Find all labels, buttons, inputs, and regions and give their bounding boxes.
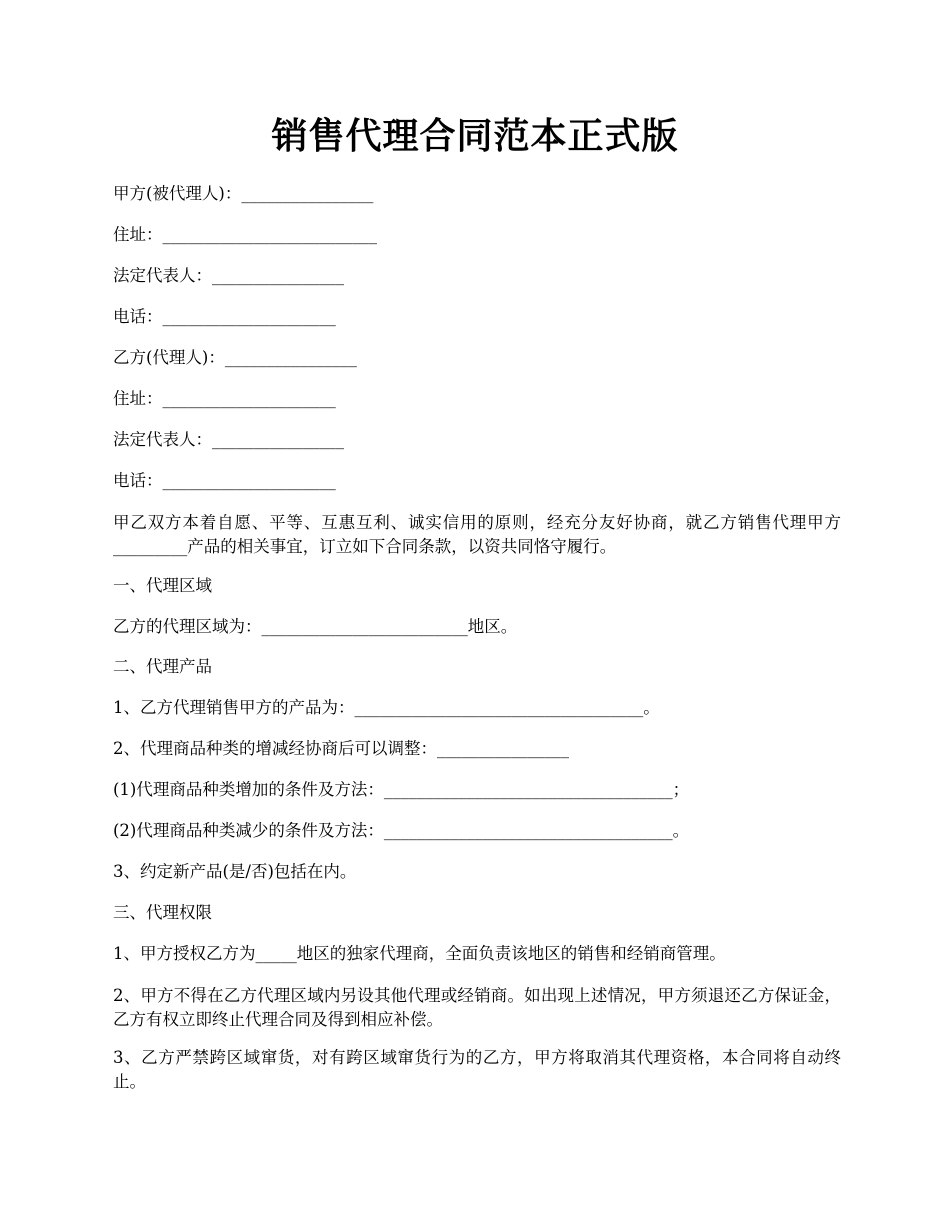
section1-text: 乙方的代理区域为：_________________________地区。 [113, 617, 518, 636]
section2-item1: 1、乙方代理销售甲方的产品为：___________________________________。 [113, 698, 660, 717]
party-b-header: 乙方(代理人)：________________ [113, 348, 357, 367]
section3-item3: 3、乙方严禁跨区域窜货，对有跨区域窜货行为的乙方，甲方将取消其代理资格，本合同将自动终止。 [113, 1048, 841, 1091]
document-title: 销售代理合同范本正式版 [271, 115, 679, 157]
intro-paragraph: 甲乙双方本着自愿、平等、互惠互利、诚实信用的原则，经充分友好协商，就乙方销售代理甲方_________产品的相关事宜，订立如下合同条款，以资共同恪守履行。 [113, 513, 841, 556]
party-b-phone: 电话：_____________________ [113, 471, 336, 490]
section3-item1: 1、甲方授权乙方为_____地区的独家代理商，全面负责该地区的销售和经销商管理。 [113, 944, 726, 963]
section1-heading: 一、代理区域 [113, 576, 212, 595]
section3-item2: 2、甲方不得在乙方代理区域内另设其他代理或经销商。如出现上述情况，甲方须退还乙方保证金，乙方有权立即终止代理合同及得到相应补偿。 [113, 986, 841, 1029]
party-b-address: 住址：_____________________ [113, 389, 336, 408]
party-a-legal-rep: 法定代表人：________________ [113, 266, 344, 285]
party-a-address: 住址：__________________________ [113, 225, 377, 244]
party-a-header: 甲方(被代理人)：________________ [113, 184, 374, 203]
section2-heading: 二、代理产品 [113, 657, 212, 676]
section2-item2: 2、代理商品种类的增减经协商后可以调整：________________ [113, 739, 569, 758]
party-b-legal-rep: 法定代表人：________________ [113, 430, 344, 449]
party-a-phone: 电话：_____________________ [113, 307, 336, 326]
section2-item2a: (1)代理商品种类增加的条件及方法：___________________________________； [113, 780, 690, 799]
section2-item3: 3、约定新产品(是/否)包括在内。 [113, 862, 357, 881]
section3-heading: 三、代理权限 [113, 903, 212, 922]
section2-item2b: (2)代理商品种类减少的条件及方法：___________________________________。 [113, 821, 690, 840]
